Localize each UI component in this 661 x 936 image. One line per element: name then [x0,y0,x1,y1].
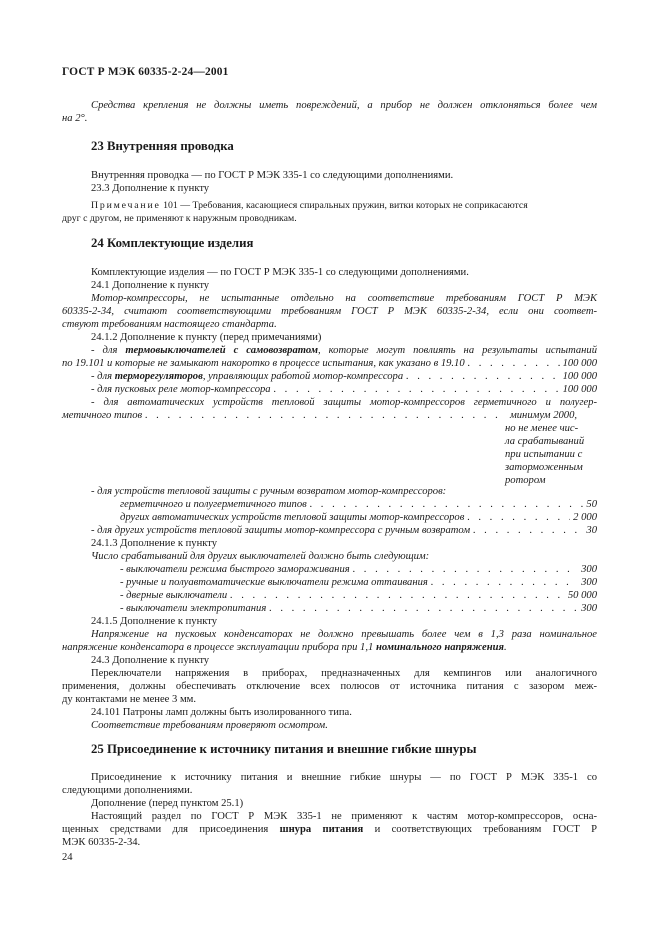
hermetic-row: герметичного и полугерметичного типов . . . 50 [120,498,597,511]
cycle-value: 50 000 [567,590,597,601]
s25-para-3-line-3: МЭК 60335-2-34. [62,837,141,848]
s24-para-8: Соответствие требованиям проверяют осмотром. [91,720,328,731]
s24-para-6: 24.3 Дополнение к пункту [91,655,210,666]
s24-mc-line-3: ствуют требованиям настоящего стандарта. [62,319,277,330]
s24-mc-line-1: Мотор-компрессоры, не испытанные отдельно на соответствие требованиям ГОСТ Р МЭК [91,293,597,304]
cycle-row: - выключатели режима быстрого замораживания . . . 300 [120,563,597,576]
self-reset-line-1: - для термовыключателей с самовозвратом, которые могут повлиять на результаты испытаний [91,345,597,356]
thermostat-value: 100 000 [562,371,597,382]
s24-para-1: Комплектующие изделия — по ГОСТ Р МЭК 335-1 со следующими дополнениями. [91,267,469,278]
running-header: ГОСТ Р МЭК 60335-2-24—2001 [62,66,229,78]
other-auto-value: 2 000 [573,512,597,523]
auto-protector-value-3: ла срабатываний [505,436,585,447]
s24-para-3: 24.1.2 Дополнение к пункту (перед примечаниями) [91,332,322,343]
s24-mc-line-2: 60335-2-34, считают соответствующими требованиям ГОСТ Р МЭК 60335-2-34, если они соответ- [62,306,597,317]
thermostat-row: - для терморегуляторов, управляющих работой мотор-компрессора . . . 100 000 [91,370,597,383]
s25-para-2: Дополнение (перед пунктом 25.1) [91,798,244,809]
s24-para-5: 24.1.5 Дополнение к пункту [91,616,218,627]
switch-line-2: применения, должны обеспечивать отключение всех полюсов от источника питания с зазором меж- [62,681,597,692]
auto-protector-line-2: метичного типов . . . [62,409,508,422]
start-relay-value: 100 000 [562,384,597,395]
capacitor-line-1: Напряжение на пусковых конденсаторах не должно превышать более чем в 1,3 раза номинальное [91,629,597,640]
other-manual-row: - для других устройств тепловой защиты мотор-компрессора с ручным возвратом . . . 30 [91,524,597,537]
auto-protector-value-6: ротором [505,475,546,486]
s25-para-1-line-2: следующими дополнениями. [62,785,193,796]
other-auto-row: других автоматических устройств тепловой защиты мотор-компрессоров . . . 2 000 [120,511,597,524]
auto-protector-value-5: заторможенным [505,462,583,473]
auto-protector-value-4: при испытании с [505,449,583,460]
cycle-row: - ручные и полуавтоматические выключатели режима оттаивания . . . 300 [120,576,597,589]
s25-para-3-line-1: Настоящий раздел по ГОСТ Р МЭК 335-1 не применяют к частям мотор-компрессоров, осна- [91,811,597,822]
s23-para-1: Внутренняя проводка — по ГОСТ Р МЭК 335-1 со следующими дополнениями. [91,170,454,181]
intro-line-1: Средства крепления не должны иметь повреждений, а прибор не должен отклоняться более чем [91,100,597,111]
manual-reset-intro: - для устройств тепловой защиты с ручным возвратом мотор-компрессоров: [91,486,447,497]
auto-protector-value-1: минимум 2000, [510,410,578,421]
cycle-value: 300 [581,603,597,614]
cycle-row: - дверные выключатели . . . 50 000 [120,589,597,602]
s23-note-line-1: Примечание 101 — Требования, касающиеся спиральных пружин, витки которых не соприкасаются [91,200,528,211]
auto-protector-value-2: но не менее чис- [505,423,579,434]
hermetic-value: 50 [586,499,597,510]
capacitor-line-2: напряжение конденсатора в процессе эксплуатации прибора при 1,1 номинального напряжения. [62,642,507,653]
s24-para-4: 24.1.3 Дополнение к пункту [91,538,218,549]
section-24-heading: 24 Комплектующие изделия [91,236,254,250]
s23-note-line-2: друг с другом, не применяют к наружным проводникам. [62,213,297,224]
note-label: Примечание [91,200,161,211]
self-reset-line-2: по 19.101 и которые не замыкают накоротко в процессе испытания, как указано в 19.10 . . . 100 000 [62,357,597,370]
self-reset-value: 100 000 [562,358,597,369]
s24-para-7: 24.101 Патроны ламп должны быть изолированного типа. [91,707,352,718]
section-25-heading: 25 Присоединение к источнику питания и внешние гибкие шнуры [91,742,477,756]
cycle-row: - выключатели электропитания . . . 300 [120,602,597,615]
start-relay-row: - для пусковых реле мотор-компрессора . . . 100 000 [91,383,597,396]
s25-para-3-line-2: щенных средствами для присоединения шнура питания и соответствующих требованиям ГОСТ Р [62,824,597,835]
auto-protector-line-1: - для автоматических устройств тепловой защиты мотор-компрессоров герметичного и полугер- [91,397,597,408]
cycle-value: 300 [581,577,597,588]
switch-line-3: ду контактами не менее 3 мм. [62,694,197,705]
s25-para-1-line-1: Присоединение к источнику питания и внешние гибкие шнуры — по ГОСТ Р МЭК 335-1 со [91,772,597,783]
s24-para-2: 24.1 Дополнение к пункту [91,280,210,291]
cycle-value: 300 [581,564,597,575]
intro-line-2: на 2°. [62,113,88,124]
page-number: 24 [62,852,73,863]
cycles-intro: Число срабатываний для других выключателей должно быть следующим: [91,551,430,562]
switch-line-1: Переключатели напряжения в приборах, предназначенных для кемпингов или аналогичного [91,668,597,679]
section-23-heading: 23 Внутренняя проводка [91,139,234,153]
s23-para-2: 23.3 Дополнение к пункту [91,183,210,194]
other-manual-value: 30 [586,525,597,536]
